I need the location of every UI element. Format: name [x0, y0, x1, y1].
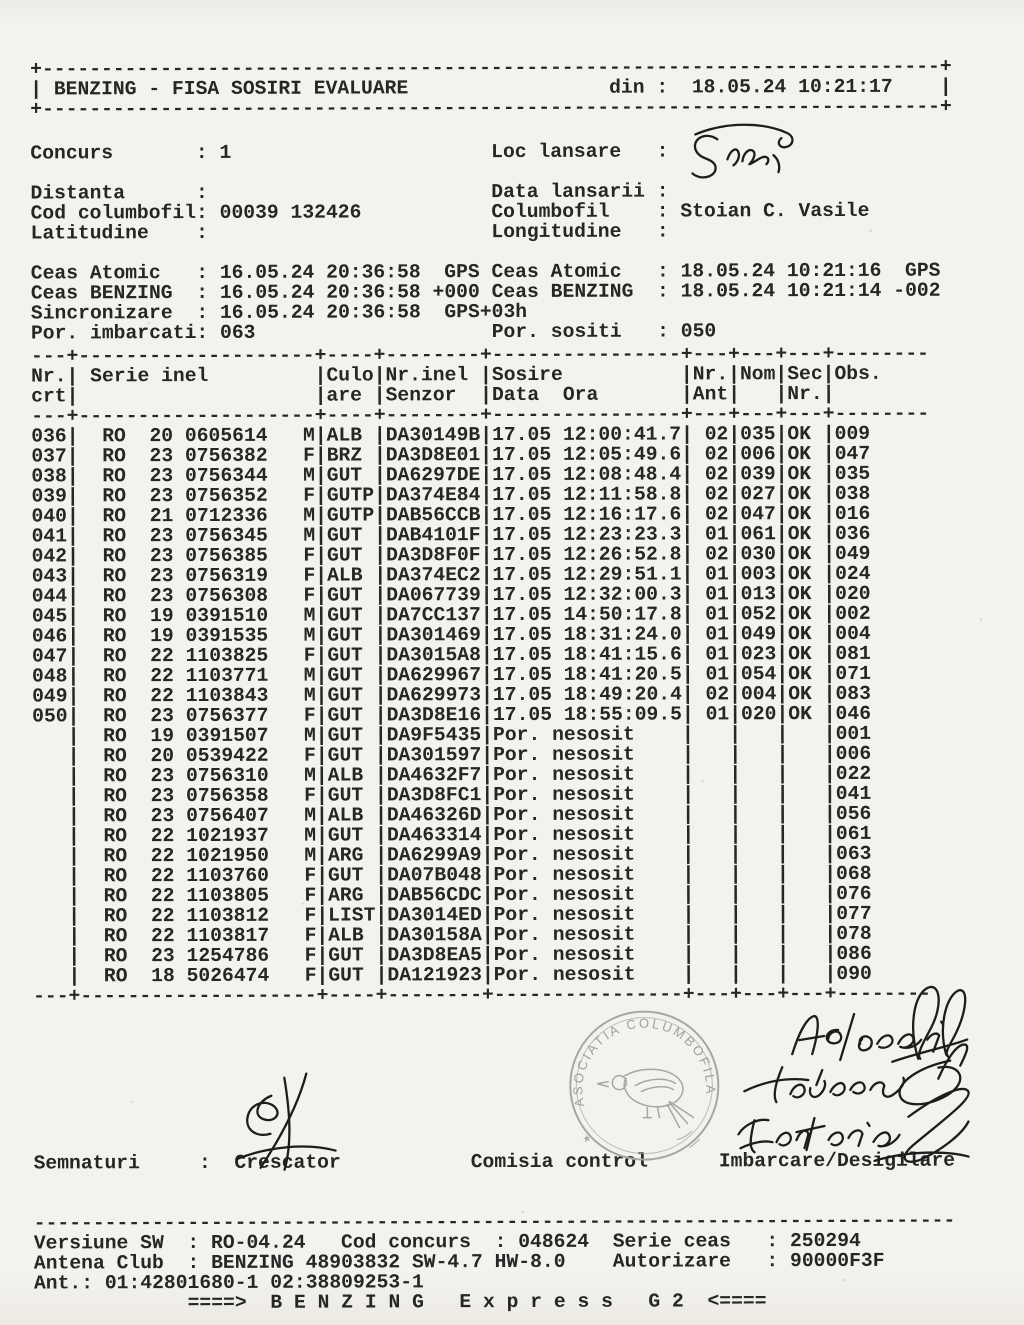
footer-block: ------------------------------------------------------------------------------ Versiune SW : RO-04.24 Cod concurs : 048624 Serie ceas : 250294 Antena Club : BENZING 48903832 SW-4.7 HW-8.0 Autorizare : 90000F3F Ant.: 01:42801680-1 02:38809253-1 ====> B E N Z I N G E x p r e s s G 2 <==== — [33, 1209, 956, 1315]
handwritten-name-3 — [738, 1118, 899, 1153]
arrivals-table: ---+--------------------+----+--------+----------------+---+---+---+-------- Nr.| Serie inel |Culo|Nr.inel |Sosire |Nr.|Nom|Sec|Obs. crt| |are |Senzor |Data Ora |Ant| |Nr.| ---+--------------------+----+--------+----------------+---+---+---+-------- 036| RO 20 0605614 M|ALB |DA30149B|17.05 12:00:41.7| 02|035|OK |009 037| RO 23 0756382 F|BRZ |DA3D8E01|17.05 12:05:49.6| 02|006|OK |047 038| RO 23 0756344 M|GUT |DA6297DE|17.05 12:08:48.4| 02|039|OK |035 039| RO 23 0756352 F|GUTP|DA374E84|17.05 12:11:58.8| 02|027|OK |038 040| RO 21 0712336 M|GUTP|DAB56CCB|17.05 12:16:17.6| 02|047|OK |016 041| RO 23 0756345 M|GUT |DAB4101F|17.05 12:23:23.3| 01|061|OK |036 042| RO 23 0756385 F|GUT |DA3D8F0F|17.05 12:26:52.8| 02|030|OK |049 043| RO 23 0756319 F|ALB |DA374EC2|17.05 12:29:51.1| 01|003|OK |024 044| RO 23 0756308 F|GUT |DA067739|17.05 12:32:00.3| 01|013|OK |020 045| RO 19 0391510 M|GUT |DA7CC137|17.05 14:50:17.8| 01|052|OK |002 046| RO 19 0391535 M|GUT |DA301469|17.05 18:31:24.0| 01|049|OK |004 047| RO 22 1103825 F|GUT |DA3015A8|17.05 18:41:15.6| 01|023|OK |081 048| RO 22 1103771 M|GUT |DA629967|17.05 18:41:20.5| 01|054|OK |071 049| RO 22 1103843 M|GUT |DA629973|17.05 18:49:20.4| 02|004|OK |083 050| RO 23 0756377 F|GUT |DA3D8E16|17.05 18:55:09.5| 01|020|OK |046 | RO 19 0391507 M|GUT |DA9F5435|Por. nesosit | | | |001 | RO 20 0539422 F|GUT |DA301597|Por. nesosit | | | |006 | RO 23 0756310 M|ALB |DA4632F7|Por. nesosit | | | |022 | RO 23 0756358 F|GUT |DA3D8FC1|Por. nesosit | | | |041 | RO 23 0756407 M|ALB |DA46326D|Por. nesosit | | | |056 | RO 22 1021937 M|GUT |DA463314|Por. nesosit | | | |061 | RO 22 1021950 M|ARG |DA6299A9|Por. nesosit | | | |063 | RO 22 1103760 F|GUT |DA07B048|Por. nesosit | | | |068 | RO 22 1103805 F|ARG |DAB56CDC|Por. nesosit | | | |076 | RO 22 1103812 F|LIST|DA3014ED|Por. nesosit | | | |077 | RO 22 1103817 F|ALB |DA30158A|Por. nesosit | | | |078 | RO 23 1254786 F|GUT |DA3D8EA5|Por. nesosit | | | |086 | RO 18 5026474 F|GUT |DA121923|Por. nesosit | | | |090 ---+--------------------+----+--------+----------------+---+---+---+-------- — [31, 342, 931, 1008]
handwritten-name-1 — [792, 1014, 943, 1085]
handwritten-name-2 — [744, 1067, 904, 1103]
race-info-block: Concurs : 1 Loc lansare : Distanta : Data lansarii : Cod columbofil: 00039 132426 Columbofil : Stoian C. Vasile Latitudine : Longitudine : Ceas Atomic : 16.05.24 20:36:58 GPS Ceas Atomic : 18.05.24 10:21:16 GPS Ceas BENZING : 16.05.24 20:36:58 +000 Ceas BENZING : 18.05.24 10:21:14 -002 Sincronizare : 16.05.24 20:36:58 GPS+03h Por. imbarcati: 063 Por. sositi : 050 — [30, 140, 941, 345]
signature-imbarcare — [874, 1045, 969, 1162]
stamp-star-icon: ★ — [581, 1130, 593, 1148]
club-stamp — [570, 1011, 719, 1159]
document-title-box: +----------------------------------------------------------------------------+ | BENZING - FISA SOSIRI EVALUARE din : 18.05.24 10:21:17 | +----------------------------------------------------------------------------+ — [30, 55, 952, 121]
signature-labels-line: Semnaturi : Crescator Comisia control Imbarcare/Desigilare — [33, 1149, 956, 1175]
pigeon-icon — [597, 1069, 693, 1128]
stamp-ring-text: ASOCIATIA COLUMBOFILA — [570, 1015, 719, 1109]
